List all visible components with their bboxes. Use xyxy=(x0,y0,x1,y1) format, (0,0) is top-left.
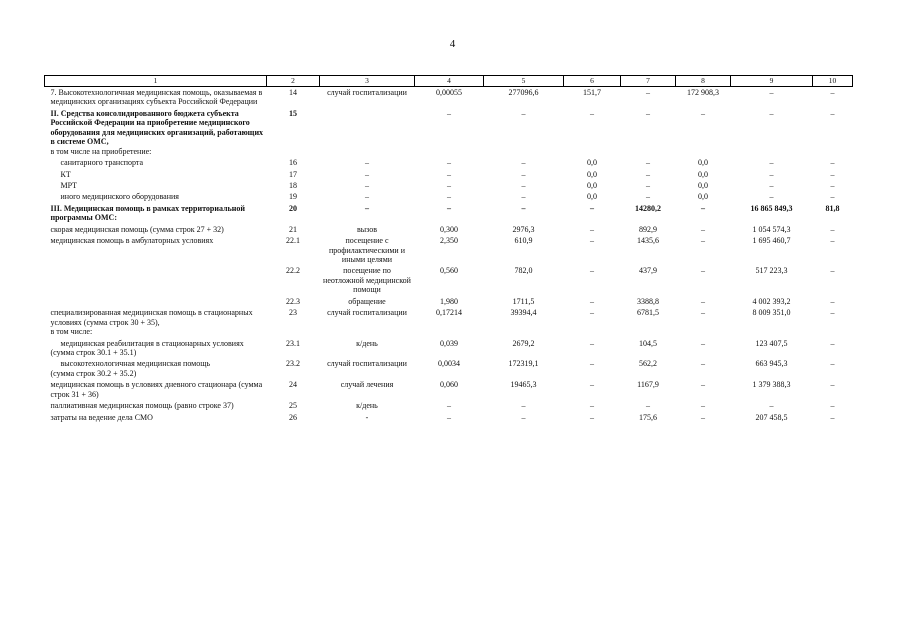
row-name-cell xyxy=(45,338,267,359)
header-cell: 6 xyxy=(564,76,621,87)
cell-col6: – xyxy=(590,380,594,390)
cell-col5: – xyxy=(521,169,526,179)
cell-col5: 2679,2 xyxy=(512,338,535,348)
cell-col7: 14280,2 xyxy=(635,203,661,213)
header-cell: 9 xyxy=(731,76,813,87)
cell-col5: 19465,3 xyxy=(510,380,537,390)
cell-col10: – xyxy=(830,88,835,97)
header-cell: 5 xyxy=(484,76,564,87)
cell-col9: 663 945,3 xyxy=(755,359,788,369)
cell-col10: – xyxy=(830,338,835,348)
cell-col7: – xyxy=(646,88,650,97)
cell-col6: 0,0 xyxy=(587,169,597,179)
cell-col6: – xyxy=(590,338,594,348)
data-table xyxy=(44,75,853,423)
cell-col10: – xyxy=(830,169,835,179)
cell-col8: – xyxy=(701,224,705,234)
row-unit: – xyxy=(365,203,369,213)
row-unit: – xyxy=(365,192,369,202)
cell-col8: 0,0 xyxy=(698,158,708,168)
cell-col7: 892,9 xyxy=(639,224,657,234)
cell-col5: – xyxy=(521,158,526,168)
cell-col5: 782,0 xyxy=(514,266,533,276)
cell-col4: – xyxy=(447,108,451,118)
cell-col6: 0,0 xyxy=(587,158,597,168)
table-row xyxy=(45,379,853,400)
table-row xyxy=(45,191,853,202)
row-name xyxy=(45,265,267,295)
row-code: 18 xyxy=(289,180,297,190)
row-name: специализированная медицинская помощь в стационарных условиях (сумма строк 30 + 35), xyxy=(50,308,253,327)
cell-col9: – xyxy=(769,169,774,179)
row-code: 26 xyxy=(289,412,297,422)
cell-col6: 151,7 xyxy=(583,88,601,97)
cell-col9: 207 458,5 xyxy=(755,412,788,422)
cell-col9: 517 223,3 xyxy=(755,266,788,276)
cell-col4: – xyxy=(447,180,451,190)
row-unit: обращение xyxy=(348,296,386,306)
cell-col6: – xyxy=(590,266,594,276)
cell-col4: – xyxy=(447,203,451,213)
page-number: 4 xyxy=(449,38,456,50)
cell-col8: – xyxy=(701,266,705,276)
cell-col9: 1 054 574,3 xyxy=(752,224,791,234)
cell-col4: – xyxy=(447,412,451,422)
row-unit: посещение по неотложной медицинской помощи xyxy=(323,266,411,295)
cell-col7: 6781,5 xyxy=(637,308,659,318)
cell-col4: – xyxy=(447,401,451,411)
row-subtitle: в том числе: xyxy=(50,327,93,337)
cell-col9: 4 002 393,2 xyxy=(752,296,791,306)
table-row xyxy=(45,265,853,295)
row-code: 22.2 xyxy=(286,266,300,276)
cell-col5: – xyxy=(521,412,526,422)
row-unit: – xyxy=(365,158,369,168)
cell-col8: – xyxy=(701,236,705,246)
cell-col6: – xyxy=(590,401,594,411)
row-code: 23 xyxy=(289,308,297,318)
cell-col7: 104,5 xyxy=(639,338,657,348)
row-unit: случай госпитализации xyxy=(327,88,407,97)
row-subtitle: (сумма строк 30.1 + 35.1) xyxy=(50,347,137,357)
cell-col10: – xyxy=(830,359,835,369)
cell-col4: – xyxy=(447,158,451,168)
row-name: 7. Высокотехнологичная медицинская помощь, оказываемая в медицинских организациях субъекта Российской Федерации xyxy=(50,88,263,107)
cell-col7: 3388,8 xyxy=(637,296,659,306)
cell-col4: 2,350 xyxy=(440,236,458,246)
column-number-row xyxy=(45,76,853,87)
row-name: КТ xyxy=(60,169,71,179)
cell-col8: – xyxy=(701,108,705,118)
row-unit xyxy=(320,108,415,157)
cell-col5: 277096,6 xyxy=(508,88,539,97)
cell-col10: – xyxy=(830,180,835,190)
cell-col6: – xyxy=(590,308,594,318)
cell-col8: – xyxy=(701,338,705,348)
cell-col5: – xyxy=(521,192,526,202)
row-name: III. Медицинская помощь в рамках территориальной программы ОМС: xyxy=(50,203,245,223)
cell-col10: 81,8 xyxy=(825,203,840,213)
cell-col8: 172 908,3 xyxy=(687,88,719,97)
row-code: 16 xyxy=(289,158,297,168)
header-cell: 8 xyxy=(676,76,731,87)
cell-col4: 0,0034 xyxy=(438,359,460,369)
row-unit: - xyxy=(365,412,369,422)
cell-col5: – xyxy=(521,401,526,411)
cell-col9: – xyxy=(769,192,774,202)
cell-col9: 8 009 351,0 xyxy=(752,308,791,318)
cell-col4: 0,00055 xyxy=(436,88,462,97)
row-unit: случай госпитализации xyxy=(327,359,407,369)
cell-col10: – xyxy=(830,401,835,411)
cell-col4: – xyxy=(447,192,451,202)
cell-col8: – xyxy=(701,380,705,390)
cell-col5: 172319,1 xyxy=(508,359,539,369)
cell-col6: – xyxy=(590,224,594,234)
table-row xyxy=(45,108,853,157)
row-name: высокотехнологичная медицинская помощь xyxy=(60,359,211,369)
cell-col9: – xyxy=(769,88,774,97)
cell-col7: – xyxy=(646,108,650,118)
table-row xyxy=(45,203,853,224)
cell-col10: – xyxy=(830,412,835,422)
cell-col9: 1 379 388,3 xyxy=(752,380,791,390)
cell-col4: 0,17214 xyxy=(436,308,462,318)
cell-col5: 610,9 xyxy=(514,236,533,246)
row-name: иного медицинского оборудования xyxy=(60,192,179,202)
row-code: 20 xyxy=(289,203,297,213)
row-code: 17 xyxy=(289,169,297,179)
header-cell: 10 xyxy=(813,76,853,87)
table-row xyxy=(45,358,853,379)
cell-col9: – xyxy=(769,108,774,118)
row-code: 22.3 xyxy=(286,296,300,306)
row-name: медицинская помощь в амбулаторных условиях xyxy=(50,236,214,246)
row-name-cell xyxy=(45,358,267,379)
cell-col10: – xyxy=(830,108,835,118)
row-name: II. Средства консолидированного бюджета субъекта Российской Федерации на приобретение медицинского оборудования для медицинских организаций, работающих в системе ОМС, xyxy=(50,108,264,147)
cell-col6: – xyxy=(590,108,594,118)
cell-col7: 1167,9 xyxy=(637,380,659,390)
row-name: паллиативная медицинская помощь (равно строке 37) xyxy=(50,401,234,411)
row-name: МРТ xyxy=(60,180,78,190)
cell-col10: – xyxy=(830,158,835,168)
cell-col8: – xyxy=(701,359,705,369)
cell-col7: – xyxy=(646,158,650,168)
cell-col8: – xyxy=(701,412,705,422)
row-code: 23.2 xyxy=(286,359,300,369)
cell-col4: 0,039 xyxy=(440,338,458,348)
cell-col4: – xyxy=(447,169,451,179)
row-code: 15 xyxy=(289,108,297,118)
cell-col7: 437,9 xyxy=(639,266,657,276)
cell-col10: – xyxy=(830,308,835,318)
cell-col9: – xyxy=(769,158,774,168)
cell-col5: – xyxy=(521,108,526,118)
row-subtitle: в том числе на приобретение: xyxy=(50,146,152,156)
row-unit: – xyxy=(365,180,369,190)
table-row xyxy=(45,157,853,168)
cell-col7: – xyxy=(646,192,650,202)
row-unit: вызов xyxy=(356,224,378,234)
cell-col6: 0,0 xyxy=(587,192,597,202)
cell-col7: – xyxy=(646,401,650,411)
table-row xyxy=(45,338,853,359)
cell-col6: – xyxy=(590,412,594,422)
cell-col6: – xyxy=(590,203,594,213)
row-name-cell xyxy=(45,307,267,337)
row-name xyxy=(45,296,267,307)
cell-col10: – xyxy=(830,236,835,246)
row-unit: случай госпитализации xyxy=(327,308,407,318)
cell-col7: 175,6 xyxy=(639,412,657,422)
row-unit: случай лечения xyxy=(340,380,394,390)
header-cell: 3 xyxy=(320,76,415,87)
cell-col10: – xyxy=(830,224,835,234)
cell-col7: – xyxy=(646,180,650,190)
cell-col4: 0,300 xyxy=(440,224,458,234)
row-name: затраты на ведение дела СМО xyxy=(50,412,153,422)
row-unit: к/день xyxy=(356,338,378,348)
table-row xyxy=(45,296,853,307)
cell-col5: – xyxy=(521,180,526,190)
cell-col6: 0,0 xyxy=(587,180,597,190)
header-cell: 1 xyxy=(45,76,267,87)
cell-col4: 0,560 xyxy=(440,266,458,276)
header-cell: 7 xyxy=(621,76,676,87)
cell-col10: – xyxy=(830,380,835,390)
cell-col9: – xyxy=(769,401,774,411)
row-code: 22.1 xyxy=(286,236,300,246)
row-name: скорая медицинская помощь (сумма строк 27 + 32) xyxy=(50,224,224,234)
row-name-cell xyxy=(45,108,267,157)
cell-col10: – xyxy=(830,266,835,276)
row-unit: к/день xyxy=(356,401,378,411)
row-unit: – xyxy=(365,169,369,179)
row-code: 25 xyxy=(289,401,297,411)
cell-col10: – xyxy=(830,192,835,202)
table-row xyxy=(45,412,853,423)
header-cell: 4 xyxy=(415,76,484,87)
cell-col7: – xyxy=(646,169,650,179)
table-row xyxy=(45,169,853,180)
table-row xyxy=(45,235,853,265)
cell-col8: – xyxy=(701,296,705,306)
row-code: 21 xyxy=(289,224,297,234)
row-name: медицинская реабилитация в стационарных условиях xyxy=(60,338,244,348)
cell-col6: – xyxy=(590,236,594,246)
cell-col6: – xyxy=(590,359,594,369)
row-code: 24 xyxy=(289,380,297,390)
cell-col5: 2976,3 xyxy=(512,224,535,234)
cell-col5: – xyxy=(521,203,526,213)
table-row xyxy=(45,87,853,108)
table-row xyxy=(45,307,853,337)
row-subtitle: (сумма строк 30.2 + 35.2) xyxy=(50,368,137,378)
cell-col9: 1 695 460,7 xyxy=(752,236,791,246)
cell-col8: 0,0 xyxy=(698,192,708,202)
cell-col6: – xyxy=(590,296,594,306)
cell-col5: 1711,5 xyxy=(512,296,535,306)
row-code: 23.1 xyxy=(286,338,300,348)
cell-col10: – xyxy=(830,296,835,306)
cell-col7: 562,2 xyxy=(639,359,657,369)
cell-col8: 0,0 xyxy=(698,180,708,190)
row-code: 14 xyxy=(289,88,297,97)
cell-col4: 0,060 xyxy=(440,380,458,390)
row-code: 19 xyxy=(289,192,297,202)
header-cell: 2 xyxy=(267,76,320,87)
table-row xyxy=(45,180,853,191)
cell-col8: – xyxy=(701,203,705,213)
row-unit: посещение с профилактическими и иными целями xyxy=(329,236,405,264)
cell-col7: 1435,6 xyxy=(637,236,659,246)
row-name: санитарного транспорта xyxy=(60,158,144,168)
cell-col5: 39394,4 xyxy=(510,308,537,318)
cell-col9: – xyxy=(769,180,774,190)
cell-col4: 1,980 xyxy=(440,296,458,306)
cell-col8: – xyxy=(701,401,705,411)
table-row xyxy=(45,400,853,411)
cell-col8: – xyxy=(701,308,705,318)
cell-col9: 16 865 849,3 xyxy=(750,203,793,213)
table-row xyxy=(45,224,853,235)
cell-col9: 123 407,5 xyxy=(755,338,788,348)
cell-col8: 0,0 xyxy=(698,169,708,179)
row-name: медицинская помощь в условиях дневного стационара (сумма строк 31 + 36) xyxy=(50,380,263,399)
